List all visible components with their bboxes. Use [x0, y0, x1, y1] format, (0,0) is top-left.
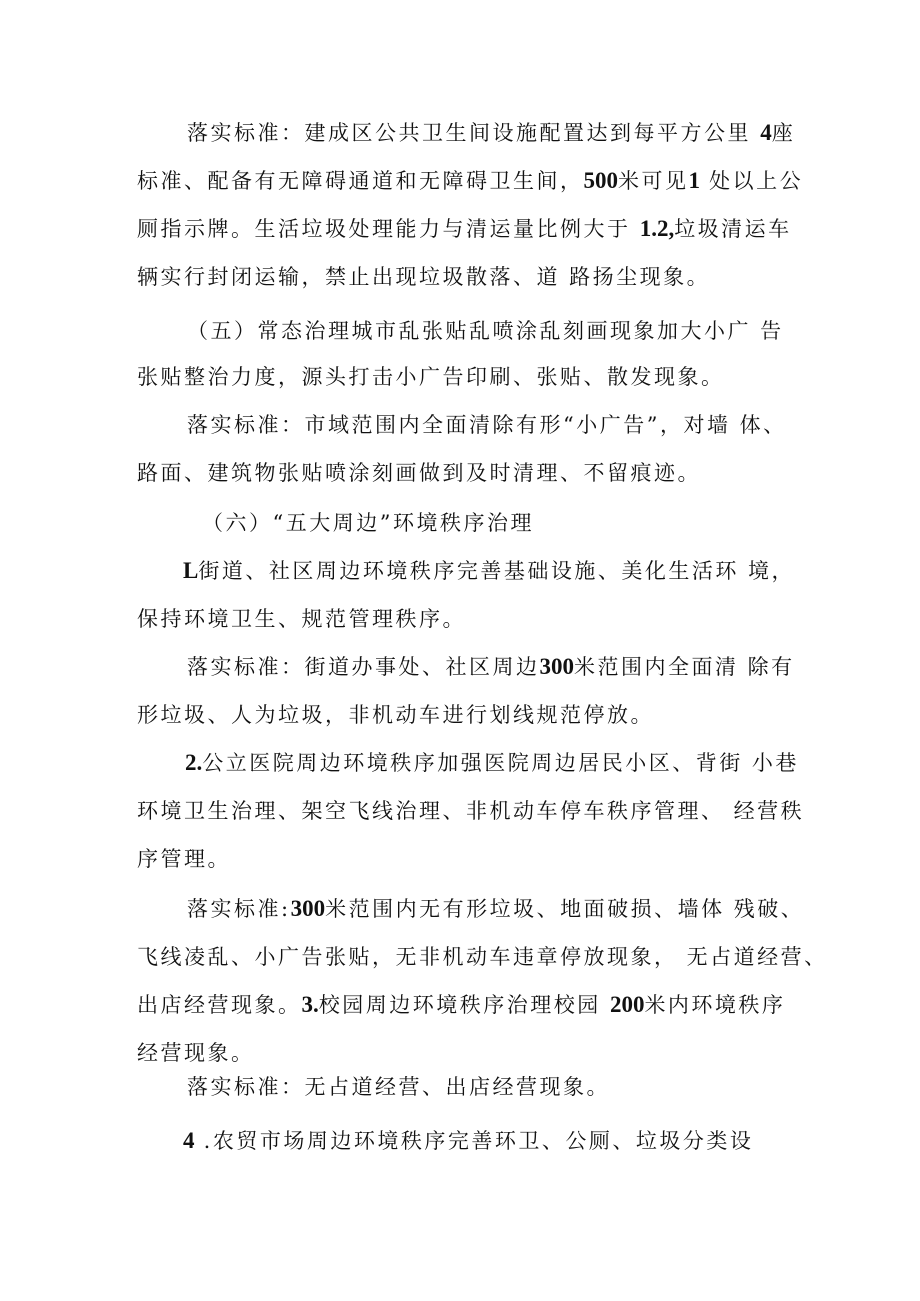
- text-line: L街道、社区周边环境秩序完善基础设施、美化生活环 境，: [183, 558, 796, 583]
- text-line: 飞线凌乱、小广告张贴，无非机动车违章停放现象， 无占道经营、: [137, 945, 828, 969]
- text-line: 落实标准：市域范围内全面清除有形“小广告”，对墙 体、: [187, 413, 787, 437]
- text-line: 厕指示牌。生活垃圾处理能力与清运量比例大于 1.2,垃圾清运车: [137, 216, 792, 241]
- text-line: 辆实行封闭运输，禁止出现垃圾散落、道 路扬尘现象。: [137, 265, 711, 289]
- text-line: 序管理。: [137, 847, 231, 871]
- text-line: 张贴整治力度，源头打击小广告印刷、张贴、散发现象。: [137, 365, 725, 389]
- text-line: 保持环境卫生、规范管理秩序。: [137, 607, 466, 631]
- text-line: 2.公立医院周边环境秩序加强医院周边居民小区、背街 小巷: [185, 750, 799, 775]
- section-heading: （五）常态治理城市乱张贴乱喷涂乱刻画现象加大小广 告: [187, 319, 784, 343]
- text-line: 落实标准：街道办事处、社区周边300米范围内全面清 除有: [187, 654, 795, 679]
- text-line: 标准、配备有无障碍通道和无障碍卫生间，500米可见1 处以上公: [137, 168, 804, 193]
- text-line: 出店经营现象。3.校园周边环境秩序治理校园 200米内环境秩序: [137, 992, 786, 1017]
- text-line: 形垃圾、人为垃圾，非机动车进行划线规范停放。: [137, 703, 654, 727]
- text-line: 经营现象。: [137, 1041, 255, 1065]
- text-line: 4 .农贸市场周边环境秩序完善环卫、公厕、垃圾分类设: [183, 1128, 754, 1153]
- text-line: 环境卫生治理、架空飞线治理、非机动车停车秩序管理、 经营秩: [137, 799, 805, 823]
- text-line: 路面、建筑物张贴喷涂刻画做到及时清理、不留痕迹。: [137, 461, 701, 485]
- text-line: 落实标准：无占道经营、出店经营现象。: [187, 1075, 610, 1099]
- text-line: 落实标准:300米范围内无有形垃圾、地面破损、墙体 残破、: [187, 896, 805, 921]
- section-heading: （六）“五大周边”环境秩序治理: [202, 511, 534, 535]
- text-line: 落实标准：建成区公共卫生间设施配置达到每平方公里 4座: [187, 120, 796, 145]
